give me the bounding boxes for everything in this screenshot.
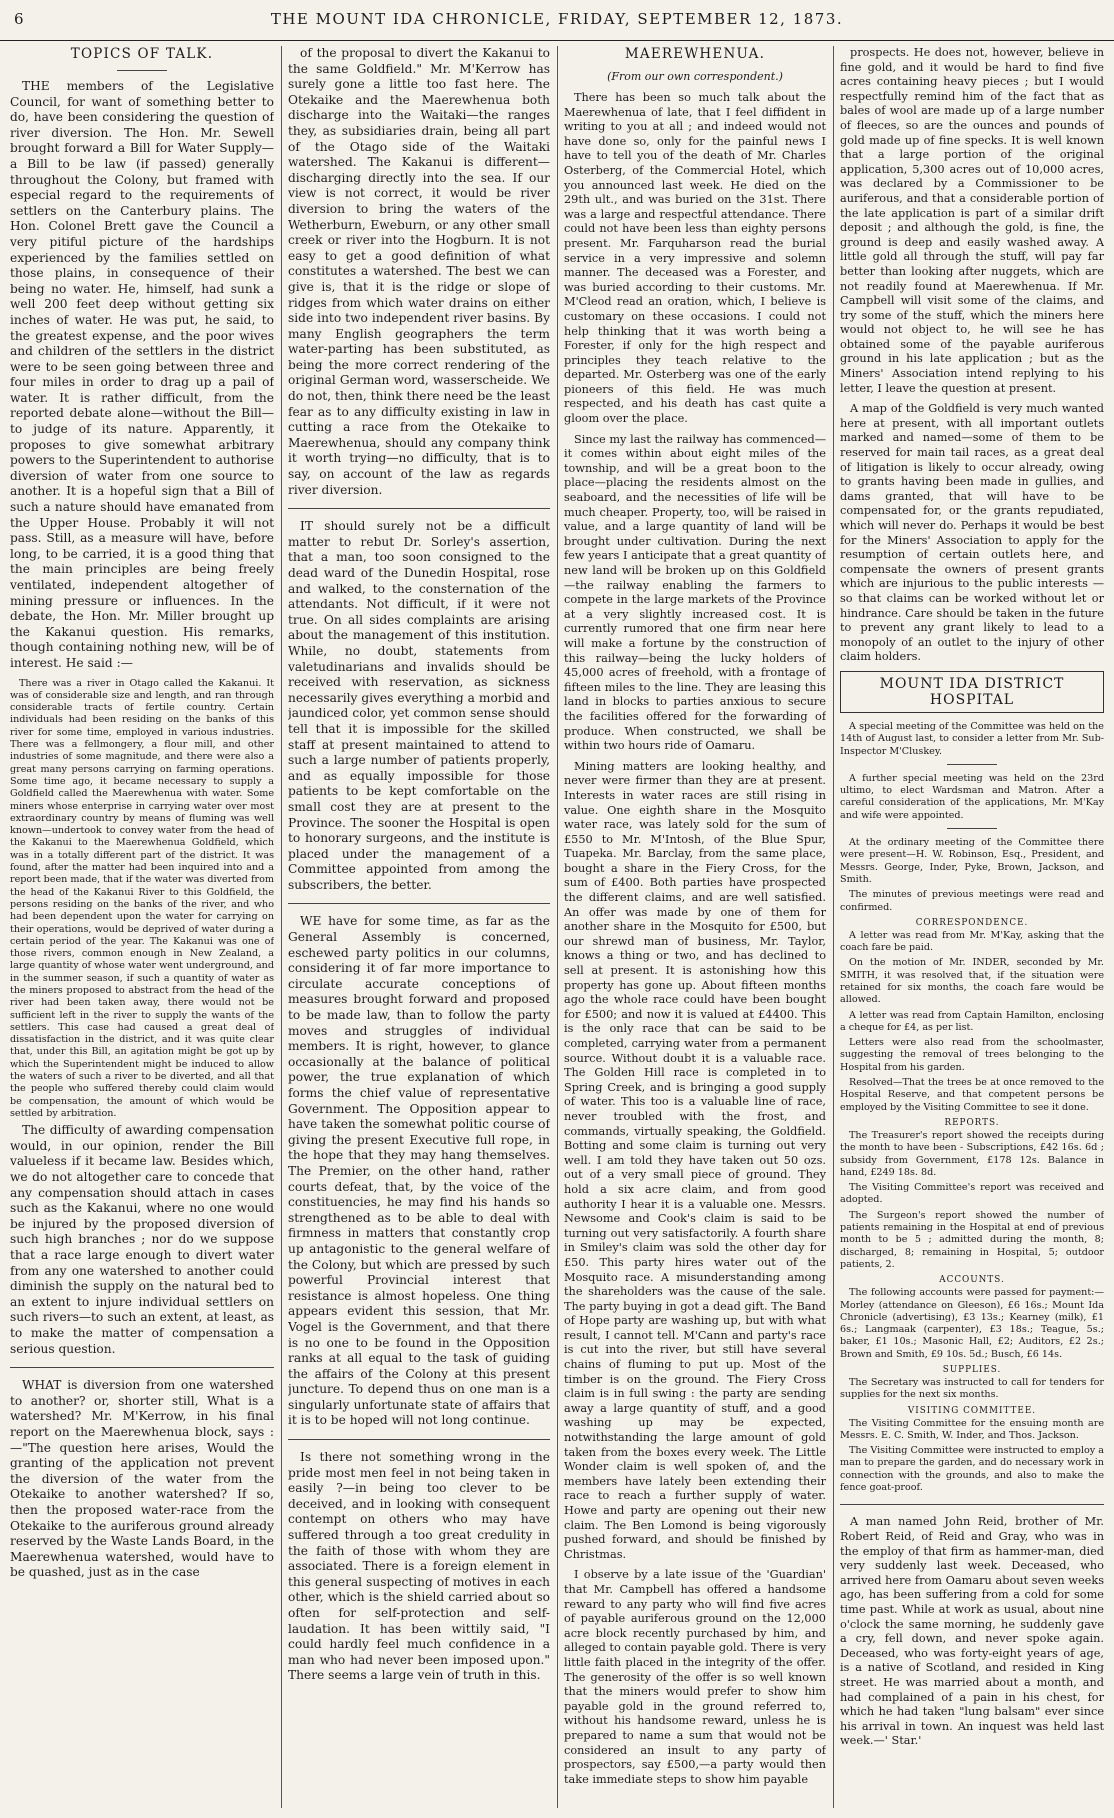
report-paragraph: The Surgeon's report showed the number of patients remaining in the Hospital at end of previous month to be 5 ; admitted during the month, 8; discharged, 8; remaining in Hospital, 5; outdoor patients, 2.: [840, 1209, 1104, 1270]
divider: [840, 1504, 1104, 1505]
report-paragraph: Letters were also read from the schoolmaster, suggesting the removal of trees belonging to the Hospital from his garden.: [840, 1037, 1104, 1073]
maerewhenua-heading: MAEREWHENUA.: [624, 46, 766, 62]
quoted-speech: There was a river in Otago called the Kakanui. It was of considerable size and length, and ran through considerable tracts of fertile country. Certain individuals had been residing on the banks of this river for some time, employed in various industries. There was a fellmongery, a flour mill, and other industries of some magnitude, and there were also a great many persons carrying on farming operations. Some time ago, it became necessary to supply a Goldfield called the Maerewhenua with water. Some miners whose enterprise in carrying water over most extraordinary country by means of fluming was well known—undertook to convey water from the head of the Kakanui to the Maerewhenua Goldfield, which was in a totally different part of the district. It was found, after the matter had been inquired into and a report been made, that if the water was diverted from the head of the Kakanui River to this Goldfield, the persons residing on the banks of the river, and who had been dependent upon the water for carrying on their operations, would be deprived of water during a certain period of the year. The Kakanui was one of those rivers, common enough in New Zealand, a large quantity of whose water went underground, and in the summer season, if such a quantity of water as the miners proposed to abstract from the head of the river had been taken away, there would not be sufficient left in the river to supply the wants of the settlers. This case had caused a great deal of dissatisfaction in the district, and it was quite clear that, under this Bill, an agitation might be got up by which the Superintendent might be induced to allow the waters of such a river to be diverted, and all that the people who suffered thereby could claim would be compensation, the amount of which would be settled by arbitration.: [10, 677, 274, 1119]
article-paragraph: The difficulty of awarding compensation would, in our opinion, render the Bill valueless if it became law. Besides which, we do not altogether care to concede that any compensation should attach in cases such as the Kakanui, where no one would be injured by the proposed diversion of such high branches ; nor do we suppose that a race large enough to divert water from any one watershed to another could diminish the supply on the natural bed to an extent to injure individual settlers on such rivers—to such an extent, at least, as to make the matter of compensation a serious question.: [10, 1123, 274, 1356]
report-paragraph: On the motion of Mr. INDER, seconded by Mr. SMITH, it was resolved that, if the situation were retained for six months, the coach fare would be allowed.: [840, 957, 1104, 1006]
supplies-subhead: SUPPLIES.: [942, 1365, 1002, 1375]
divider: [947, 828, 997, 829]
hospital-heading: MOUNT IDA DISTRICT HOSPITAL: [840, 671, 1104, 713]
divider: [10, 1367, 274, 1368]
newspaper-title: THE MOUNT IDA CHRONICLE, FRIDAY, SEPTEMBER 12, 1873.: [270, 10, 844, 28]
report-paragraph: The Treasurer's report showed the receipts during the month to have been - Subscriptions, £42 16s. 6d ; subsidy from Government, £178 12s. Balance in hand, £249 18s. 8d.: [840, 1129, 1104, 1178]
article-paragraph: I observe by a late issue of the 'Guardian' that Mr. Campbell has offered a handsome reward to any party who will find five acres of payable auriferous ground on the 12,000 acre block recently purchased by him, and alleged to contain payable gold. There is very little faith placed in the integrity of the offer. The generosity of the offer is so well known that the miners would prefer to show him payable gold in the ground referred to, without his handsome reward, unless he is prepared to name a sum that would not be considered an insult to any party of prospectors, say £500,—a party would then take immediate steps to show him payable: [564, 1568, 826, 1786]
article-paragraph: A map of the Goldfield is very much wanted here at present, with all important outlets marked and named—some of them to be reserved for main tail races, as a great deal of litigation is likely to occur already, owing to grants having been made in gullies, and dams granted, that will have to be compensated for, or the grants repudiated, which will never do. Perhaps it would be best for the Miners' Association to apply for the resumption of certain outlets here, and compensate the owners of present grants which are injurious to the public interests — so that claims can be worked without let or hindrance. Care should be taken in the future to prevent any grant likely to lead to a monopoly of an outlet to the injury of other claim holders.: [840, 402, 1104, 664]
report-paragraph: The following accounts were passed for payment:—Morley (attendance on Gleeson), £6 16s.; Mount Ida Chronicle (advertising), £3 13s.; Kearney (milk), £1 6s.; Langmaak (carpenter), £3 18s.; Teague, 5s.; baker, £1 10s.; Masonic Hall, £2; Auditors, £2 2s.; Brown and Smith, £9 10s. 5d.; Busch, £6 14s.: [840, 1287, 1104, 1360]
report-paragraph: The Visiting Committee's report was received and adopted.: [840, 1182, 1104, 1206]
article-paragraph: WE have for some time, as far as the General Assembly is concerned, eschewed party politics in our columns, considering it of far more importance to circulate accurate conceptions of measures brought forward and proposed to be made law, than to follow the party moves and struggles of individual members. It is right, however, to glance occasionally at the balance of political power, the true explanation of which forms the chief value of representative Government. The Opposition appear to have taken the somewhat politic course of giving the present Executive full rope, in the hope that they may hang themselves. The Premier, on the other hand, rather courts defeat, that, by the voice of the constituencies, he may find his hands so strengthened as to be able to deal with firmness in matters that constantly crop up antagonistic to the general welfare of the Colony, but which are pressed by such powerful Provincial interest that resistance is almost hopeless. One thing appears evident this session, that Mr. Vogel is the Government, and that there is no one to be found in the Opposition ranks at all equal to the task of guiding the affairs of the Colony at this present juncture. To depend thus on one man is a singularly unfortunate state of affairs that it is to be hoped will not long continue.: [288, 914, 550, 1428]
report-paragraph: The Visiting Committee were instructed to employ a man to prepare the garden, and do necessary work in connection with the grounds, and also to make the fence goat-proof.: [840, 1445, 1104, 1494]
report-paragraph: The minutes of previous meetings were read and confirmed.: [840, 889, 1104, 913]
column-2: [288, 46, 550, 1808]
article-paragraph: A man named John Reid, brother of Mr. Robert Reid, of Reid and Gray, who was in the employ of that firm as hammer-man, died very suddenly last week. Deceased, who arrived here from Oamaru about seven weeks ago, has been suffering from a cold for some time past. While at work as usual, about nine o'clock the same morning, he suddenly gave a cry, fell down, and never spoke again. Deceased, who was forty-eight years of age, is a native of Scotland, and resided in King street. He was married about a month, and had complained of a pain in his chest, for which he had taken "lung balsam" ever since his arrival in town. An inquest was held last week.—' Star.': [840, 1515, 1104, 1748]
column-rule: [833, 46, 834, 1808]
byline: (From our own correspondent.): [607, 70, 783, 83]
article-paragraph: WHAT is diversion from one watershed to another? or, shorter still, What is a watershed? Mr. M'Kerrow, in his final report on the Maerewhenua block, says :—"The question here arises, Would the granting of the application not prevent the diversion of the water from the Otekaike to another watershed? If so, then the proposed water-race from the Otekaike to the auriferous ground already reserved by the Waste Lands Board, in the Maerewhenua watershed, would have to be quashed, just as in the case: [10, 1378, 274, 1580]
divider: [288, 1439, 550, 1440]
report-paragraph: The Secretary was instructed to call for tenders for supplies for the next six months.: [840, 1377, 1104, 1401]
divider: [117, 70, 167, 71]
divider: [288, 508, 550, 509]
masthead: [0, 0, 1114, 41]
report-paragraph: A letter was read from Mr. M'Kay, asking that the coach fare be paid.: [840, 929, 1104, 954]
column-4: [840, 46, 1104, 1808]
column-1: [10, 46, 274, 1808]
report-paragraph: A special meeting of the Committee was held on the 14th of August last, to consider a letter from Mr. Sub-Inspector M'Cluskey.: [840, 720, 1104, 757]
article-paragraph: Since my last the railway has commenced—it comes within about eight miles of the township, and will be a great boon to the place—placing the residents almost on the seaboard, and the necessities of life will be much cheaper. Property, too, will be raised in value, and a large quantity of land will be brought under cultivation. During the next few years I anticipate that a great quantity of new land will be broken up on this Goldfield—the railway enabling the farmers to compete in the large markets of the Province at a very slightly increased cost. It is currently rumored that one firm near here will make a fortune by the construction of this railway—being the lucky holders of 45,000 acres of freehold, with a frontage of fifteen miles to the line. They are leasing this land in blocks to parties anxious to secure the facilities offered for the forwarding of produce. When constructed, we shall be within two hours ride of Oamaru.: [564, 432, 826, 753]
report-paragraph: At the ordinary meeting of the Committee there were present—H. W. Robinson, Esq., President, and Messrs. George, Inder, Pyke, Brown, Jackson, and Smith.: [840, 837, 1104, 885]
article-paragraph: There has been so much talk about the Maerewhenua of late, that I feel diffident in writing to you at all ; and indeed would not have done so, only for the painful news I have to tell you of the death of Mr. Charles Osterberg, of the Commercial Hotel, which you announced last week. He died on the 29th ult., and was buried on the 31st. There was a large and respectful attendance. There could not have been less than eighty persons present. Mr. Farquharson read the burial service in a very impressive and solemn manner. The deceased was a Forester, and was buried according to their customs. Mr. M'Cleod read an oration, which, I believe is customary on these occasions. I could not help thinking that it was worth being a Forester, if only for the high respect and principles they teach relative to the departed. Mr. Osterberg was one of the early pioneers of this field. He was much respected, and his death has cast quite a gloom over the place.: [564, 91, 826, 426]
article-paragraph: Is there not something wrong in the pride most men feel in not being taken in easily ?—in being too clever to be deceived, and in looking with consequent contempt on others who may have suffered through a too great credulity in the faith of those with whom they are associated. There is a foreign element in this general suspecting of motives in each other, which is the shield carried about so often for self-protection and self-laudation. It has been wittily said, "I could hardly feel much confidence in a man who had never been imposed upon." There seems a large vein of truth in this.: [288, 1450, 550, 1683]
divider: [288, 903, 550, 904]
article-paragraph: prospects. He does not, however, believe in fine gold, and it would be hard to find five acres containing heavy pieces ; but I would respectfully remind him of the fact that as bales of wool are made up of a large number of fleeces, so are the ounces and pounds of gold made up of fine specks. It is well known that a large portion of the original application, 5,300 acres out of 10,000 acres, was declared by a Commissioner to be auriferous, and that a considerable portion of the late application is part of a similar drift deposit ; and although the gold, is fine, the ground is deep and easily washed away. A little gold all through the stuff, will pay far better than looking after nuggets, which are not readily found at Maerewhenua. If Mr. Campbell will visit some of the claims, and try some of the stuff, which the miners here would not object to, he will see he has obtained some of the payable auriferous ground in his late application ; but as the Miners' Association intend replying to his letter, I leave the question at present.: [840, 46, 1104, 395]
page-number: 6: [14, 10, 24, 28]
divider: [947, 764, 997, 765]
report-paragraph: A further special meeting was held on the 23rd ultimo, to elect Wardsman and Matron. After a careful consideration of the applications, Mr. M'Kay and wife were appointed.: [840, 772, 1104, 821]
report-paragraph: The Visiting Committee for the ensuing month are Messrs. E. C. Smith, W. Inder, and Thos. Jackson.: [840, 1417, 1104, 1441]
reports-subhead: REPORTS.: [944, 1117, 1000, 1128]
visiting-committee-subhead: VISITING COMMITTEE.: [907, 1405, 1037, 1416]
column-3: [564, 46, 826, 1808]
article-paragraph: THE members of the Legislative Council, for want of something better to do, have been considering the question of river diversion. The Hon. Mr. Sewell brought forward a Bill for Water Supply—a Bill to be law (if passed) generally throughout the Colony, but framed with especial regard to the requirements of settlers on the Canterbury plains. The Hon. Colonel Brett gave the Council a very pitiful picture of the hardships experienced by the families settled on those plains, in consequence of their being no water. He, himself, had sunk a well 200 feet deep without getting six inches of water. He was put, he said, to the greatest expense, and the poor wives and children of the settlers in the district were to be seen going between three and four miles in order to drag up a pail of water. It is rather difficult, from the reported debate alone—without the Bill—to judge of its nature. Apparently, it proposes to give somewhat arbitrary powers to the Superintendent to authorise diversion of water from one source to another. It is a hopeful sign that a Bill of such a nature should have emanated from the Upper House. Probably it will not pass. Still, as a measure will have, before long, to be carried, it is a good thing that the main principles are being freely ventilated, independent altogether of mining pressure or influences. In the debate, the Hon. Mr. Miller brought up the Kakanui question. His remarks, though containing nothing new, will be of interest. He said :—: [10, 79, 274, 670]
article-paragraph: IT should surely not be a difficult matter to rebut Dr. Sorley's assertion, that a man, too soon consigned to the dead ward of the Dunedin Hospital, rose and walked, to the consternation of the attendants. Not difficult, if it were not true. On all sides complaints are arising about the management of this institution. While, no doubt, statements from valetudinarians and invalids should be received with reservation, as sickness necessarily gives everything a morbid and jaundiced color, yet common sense should tell that it is impossible for the skilled staff at present maintained to attend to such a large number of patients properly, and as equally impossible for those patients to be kept comfortable on the small cost they are at present to the Province. The sooner the Hospital is open to honorary surgeons, and the institute is placed under the management of a Committee appointed from among the subscribers, the better.: [288, 519, 550, 892]
column-rule: [557, 46, 558, 1808]
correspondence-subhead: CORRESPONDENCE.: [915, 917, 1029, 928]
report-paragraph: Resolved—That the trees be at once removed to the Hospital Reserve, and that competent persons be employed by the Visiting Committee to see it done.: [840, 1077, 1104, 1113]
topics-of-talk-heading: TOPICS OF TALK.: [70, 46, 214, 62]
accounts-subhead: ACCOUNTS.: [939, 1275, 1005, 1286]
article-paragraph: Mining matters are looking healthy, and never were firmer than they are at present. Interests in water races are still rising in value. One eighth share in the Mosquito water race, was lately sold for the sum of £550 to Mr. M'Intosh, of the Blue Spur, Tuapeka. Mr. Barclay, from the same place, bought a share in the Fiery Cross, for the sum of £400. Both parties have prospected the different claims, and are well satisfied. An offer was made by one of them for another share in the Mosquito for £500, but our shrewd man of business, Mr. Taylor, knows a thing or two, and has declined to sell at present. It is astonishing how this property has gone up. About fifteen months ago the whole race could have been bought for £500; and now it is valued at £4400. This is the only race that can be said to be completed, carrying water from a permanent source. Without doubt it is a valuable race. The Golden Hill race is completed in to Spring Creek, and is bringing a good supply of water. This too is a valuable line of race, never troubled with the frost, and commands, virtually speaking, the Goldfield. Botting and some claim is turning out very well. I am told they have taken out 50 ozs. out of a very small piece of ground. They hold a six acre claim, and from good authority I hear it is a valuable one. Messrs. Newsome and Cook's claim is said to be turning out very satisfactorily. A fourth share in Smiley's claim was sold the other day for £50. This party hires water out of the Mosquito race. A misunderstanding among the shareholders was the cause of the sale. The party buying in got a dead gift. The Band of Hope party are washing up, but with what result, I cannot tell. M'Cann and party's race is cut into the river, but still have several chains of fluming to put up. Most of the timber is on the ground. The Fiery Cross claim is in full swing : the party are sending away a large quantity of stuff, and a good washing up may be expected, notwithstanding the large amount of gold taken from the boxes every week. The Little Wonder claim is well spoken of, and the members have lately been extending their race to reach a further supply of water. Howe and party are opening out their new claim. The Ben Lomond is being vigorously pushed forward, and should be finished by Christmas.: [564, 759, 826, 1561]
report-paragraph: A letter was read from Captain Hamilton, enclosing a cheque for £4, as per list.: [840, 1009, 1104, 1033]
column-rule: [281, 46, 282, 1808]
article-paragraph: of the proposal to divert the Kakanui to the same Goldfield." Mr. M'Kerrow has surely gone a little too fast here. The Otekaike and the Maerewhenua both discharge into the Waitaki—the ranges they, as subsidiaries drain, being all part of the Otago side of the Waitaki watershed. The Kakanui is different—discharging directly into the sea. If our view is not correct, it would be river diversion to bring the waters of the Wetherburn, Eweburn, or any other small creek or river into the Hogburn. It is not easy to get a good definition of what constitutes a watershed. The best we can give is, that it is the ridge or slope of ridges from which water drains on either side into two independent river basins. By many English geographers the term water-parting has been substituted, as being the more correct rendering of the original German word, wasserscheide. We do not, then, think there need be the least fear as to any difficulty existing in law in cutting a race from the Otekaike to Maerewhenua, should any company think it worth trying—no difficulty, that is to say, on account of the law as regards river diversion.: [288, 46, 550, 497]
